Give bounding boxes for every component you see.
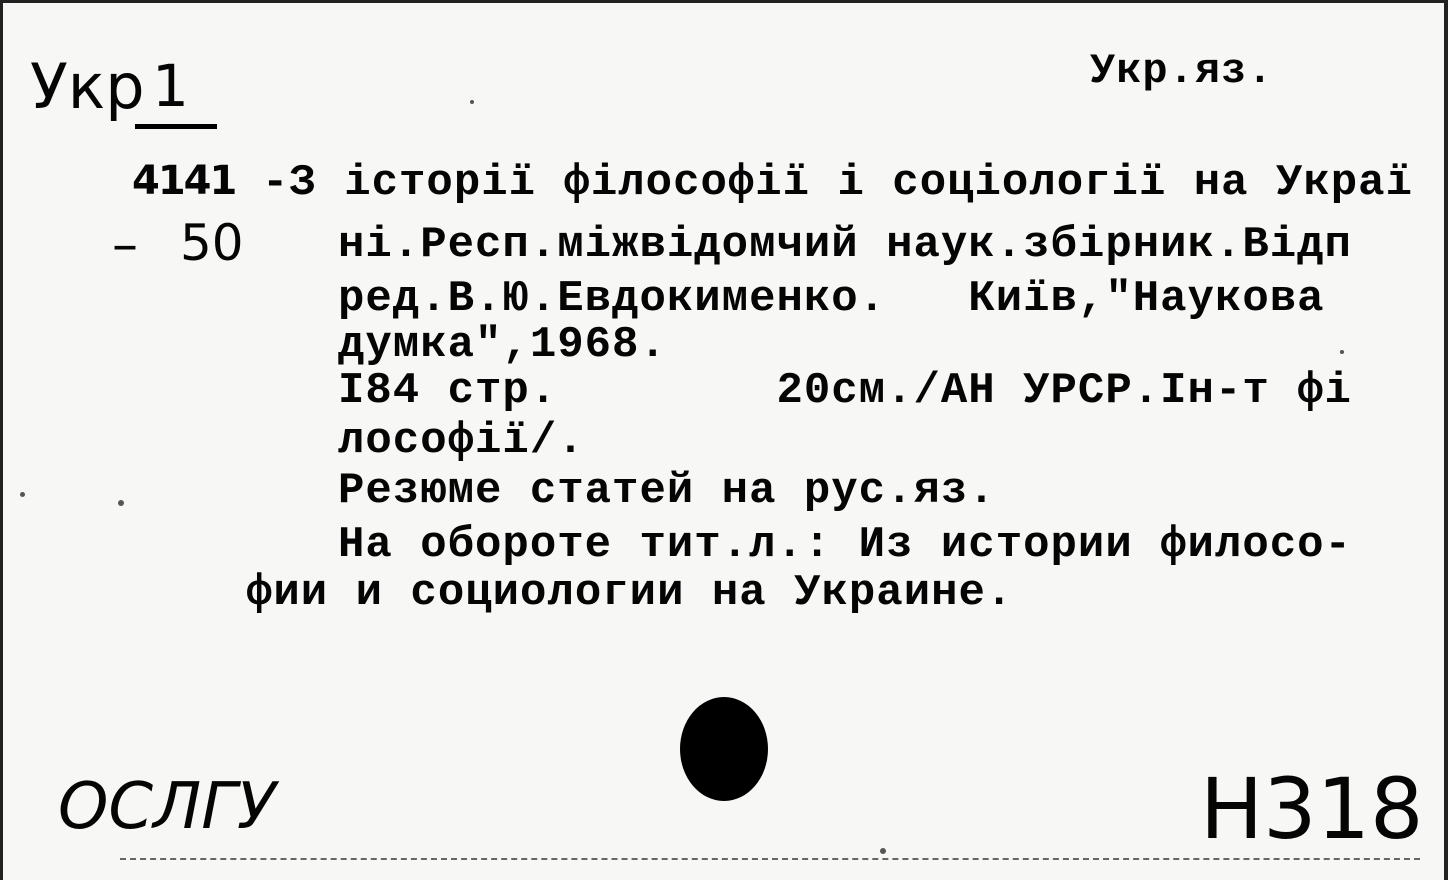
body-line-6: лософії/.	[338, 416, 585, 466]
scan-speck	[880, 848, 886, 854]
shelfmark-dash: –	[112, 215, 138, 275]
body-line-5: I84 стр. 20см./АН УРСР.Ін-т фі	[338, 366, 1352, 416]
bottom-dash-line	[120, 858, 1420, 860]
library-mark: ОСЛГУ	[58, 770, 276, 844]
body-line-4: думка",1968.	[338, 320, 667, 370]
body-line-7: Резюме статей на рус.яз.	[338, 466, 996, 516]
body-line-9: фии и социологии на Украине.	[246, 568, 1014, 618]
language-label: Укр.яз.	[1090, 47, 1274, 95]
scan-speck	[118, 500, 124, 506]
card-left-edge	[0, 0, 3, 880]
body-line-8: На обороте тит.л.: Из истории филосо-	[338, 520, 1352, 570]
body-line-1: -З історії філософії і соціології на Украї	[262, 158, 1413, 208]
shelfmark-underline	[135, 124, 217, 129]
punch-hole	[680, 697, 768, 801]
shelfmark-prefix: Укр	[30, 50, 145, 123]
card-top-edge	[0, 0, 1448, 3]
shelfmark-number: 4141	[132, 158, 236, 204]
card-right-edge	[1444, 0, 1448, 880]
inventory-mark: Н318	[1200, 760, 1424, 858]
scan-speck	[470, 100, 474, 104]
body-line-3: ред.В.Ю.Евдокименко. Київ,"Наукова	[338, 274, 1325, 324]
scan-speck	[20, 492, 25, 497]
shelfmark-superscript: 1	[152, 52, 189, 120]
body-line-2: ні.Респ.міжвідомчий наук.збірник.Відп	[338, 220, 1352, 270]
shelfmark-sub: 50	[180, 214, 244, 272]
scan-speck	[1340, 350, 1344, 354]
